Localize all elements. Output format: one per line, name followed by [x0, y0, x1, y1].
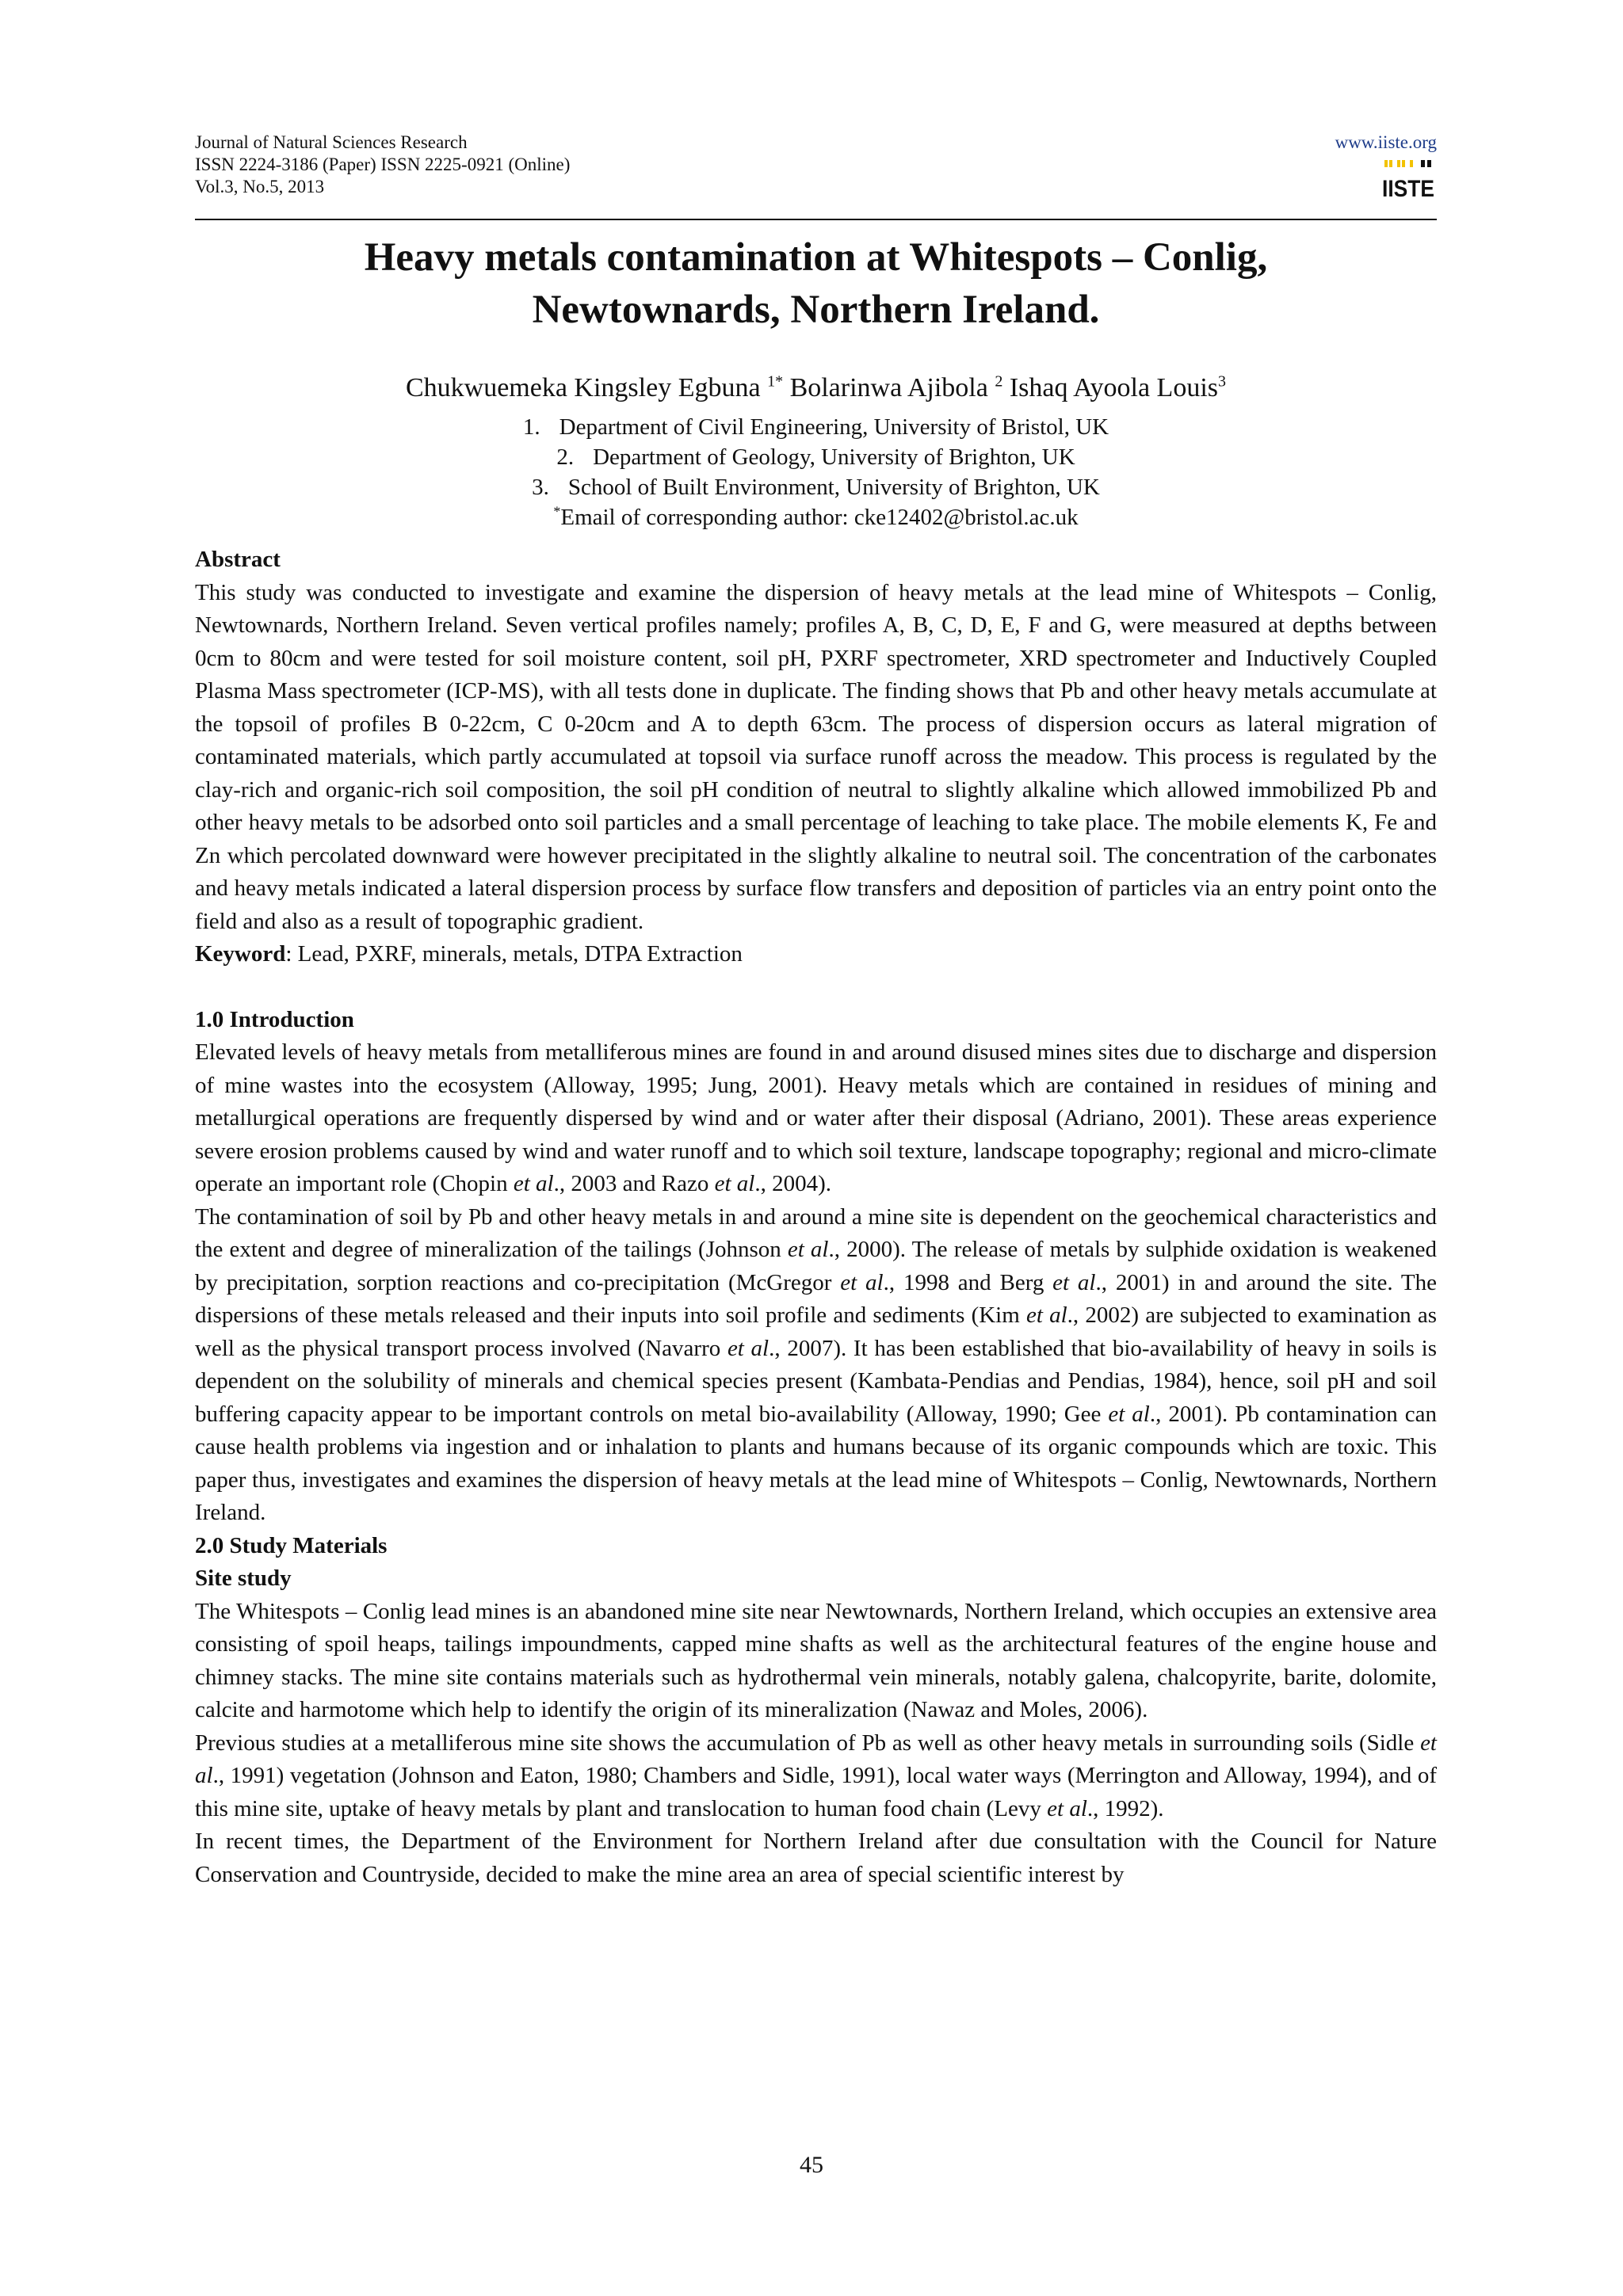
- email-text: Email of corresponding author: cke12402@bristol.ac.uk: [560, 505, 1079, 530]
- paper-title: [195, 231, 1437, 336]
- logo-text: IISTE: [1382, 176, 1434, 202]
- header-rule: [195, 219, 1437, 220]
- paper-body: [195, 543, 1437, 1891]
- materials-paragraph-2: Previous studies at a metalliferous mine site shows the accumulation of Pb as well as other heavy metals in surrounding soils (Sidle et al., 1991) vegetation (Johnson and Eaton, 1980; Chambers and Sidle, 1991), local water ways (Merrington and Alloway, 1994), and of this mine site, uptake of heavy metals by plant and translocation to human food chain (Levy et al., 1992).: [195, 1730, 1437, 1821]
- journal-volume: Vol.3, No.5, 2013: [195, 177, 325, 196]
- site-study-heading: Site study: [195, 1566, 292, 1591]
- author-1: Chukwuemeka Kingsley Egbuna: [405, 373, 768, 402]
- affiliation-text: Department of Geology, University of Brighton, UK: [593, 444, 1075, 470]
- corresponding-email: [195, 502, 1437, 532]
- page-number: 45: [800, 2152, 823, 2178]
- journal-header-right: [1335, 132, 1437, 203]
- affiliation-num: 1.: [522, 414, 540, 440]
- affiliation-text: School of Built Environment, University of Brighton, UK: [567, 475, 1100, 500]
- author-list: [195, 372, 1437, 404]
- intro-paragraph-2: The contamination of soil by Pb and other heavy metals in and around a mine site is dependent on the geochemical characteristics and the extent and degree of mineralization of the tailings (Johnson et al., 2000). The release of metals by sulphide oxidation is weakened by precipitation, sorption reactions and co-precipitation (McGregor et al., 1998 and Berg et al., 2001) in and around the site. The dispersions of these metals released and their inputs into soil profile and sediments (Kim et al., 2002) are subjected to examination as well as the physical transport process involved (Navarro et al., 2007). It has been established that bio-availability of heavy in soils is dependent on the solubility of minerals and chemical species present (Kambata-Pendias and Pendias, 1984), hence, soil pH and soil buffering capacity appear to be important controls on metal bio-availability (Alloway, 1990; Gee et al., 2001). Pb contamination can cause health problems via ingestion and or inhalation to plants and humans because of its organic compounds which are toxic. This paper thus, investigates and examines the dispersion of heavy metals at the lead mine of Whitespots – Conlig, Newtownards, Northern Ireland.: [195, 1203, 1437, 1525]
- keywords: [195, 938, 1437, 971]
- keyword-label: Keyword: [195, 941, 286, 967]
- materials-heading: 2.0 Study Materials: [195, 1532, 388, 1558]
- affiliations: [195, 412, 1437, 532]
- affiliation-num: 3.: [532, 475, 549, 500]
- keyword-list: : Lead, PXRF, minerals, metals, DTPA Extraction: [285, 941, 743, 967]
- author-2-sup: 2: [995, 372, 1003, 391]
- abstract-text: This study was conducted to investigate and examine the dispersion of heavy metals at the lead mine of Whitespots – Conlig, Newtownards, Northern Ireland. Seven vertical profiles namely; profiles A, B, C, D, E, F and G, were measured at depths between 0cm to 80cm and were tested for soil moisture content, soil pH, PXRF spectrometer, XRD spectrometer and Inductively Coupled Plasma Mass spectrometer (ICP-MS), with all tests done in duplicate. The finding shows that Pb and other heavy metals accumulate at the topsoil of profiles B 0-22cm, C 0-20cm and A to depth 63cm. The process of dispersion occurs as lateral migration of contaminated materials, which partly accumulated at topsoil via surface runoff across the meadow. This process is regulated by the clay-rich and organic-rich soil composition, the soil pH condition of neutral to slightly alkaline which allowed immobilized Pb and other heavy metals to be adsorbed onto soil particles and a small percentage of leaching to take place. The mobile elements K, Fe and Zn which percolated downward were however precipitated in the slightly alkaline to neutral soil. The concentration of the carbonates and heavy metals indicated a lateral dispersion process by surface flow transfers and deposition of particles via an entry point onto the field and also as a result of topographic gradient.: [195, 579, 1437, 934]
- materials-paragraph-3: In recent times, the Department of the Environment for Northern Ireland after due consultation with the Council for Nature Conservation and Countryside, decided to make the mine area an area of special scientific interest by: [195, 1829, 1437, 1887]
- title-line-1: Heavy metals contamination at Whitespots – Conlig,: [364, 235, 1268, 280]
- iiste-logo-icon: [1380, 157, 1437, 203]
- author-3-sup: 3: [1218, 372, 1226, 391]
- affiliation-num: 2.: [556, 444, 575, 470]
- materials-paragraph-1: The Whitespots – Conlig lead mines is an abandoned mine site near Newtownards, Northern Ireland, which occupies an extensive area consisting of spoil heaps, tailings impoundments, capped mine shafts as well as the architectural features of the engine house and chimney stacks. The mine site contains materials such as hydrothermal vein minerals, notably galena, chalcopyrite, barite, dolomite, calcite and harmotome which help to identify the origin of its mineralization (Nawaz and Moles, 2006).: [195, 1598, 1437, 1722]
- intro-heading: 1.0 Introduction: [195, 1006, 354, 1032]
- abstract-heading: Abstract: [195, 547, 281, 572]
- author-3: Ishaq Ayoola Louis: [1002, 373, 1218, 402]
- email-marker: *: [553, 503, 561, 520]
- author-1-sup: 1*: [767, 372, 784, 391]
- affiliation-1: [195, 412, 1437, 442]
- journal-issn: ISSN 2224-3186 (Paper) ISSN 2225-0921 (Online): [195, 154, 571, 174]
- journal-url[interactable]: www.iiste.org: [1335, 132, 1437, 152]
- author-2: Bolarinwa Ajibola: [783, 373, 995, 402]
- affiliation-2: [195, 442, 1437, 472]
- section-gap: [195, 971, 1437, 1004]
- journal-name: Journal of Natural Sciences Research: [195, 132, 468, 152]
- title-line-2: Newtownards, Northern Ireland.: [532, 288, 1100, 332]
- affiliation-3: [195, 472, 1437, 502]
- intro-paragraph-1: Elevated levels of heavy metals from metalliferous mines are found in and around disused mines sites due to discharge and dispersion of mine wastes into the ecosystem (Alloway, 1995; Jung, 2001). Heavy metals which are contained in residues of mining and metallurgical operations are frequently dispersed by wind and or water after their disposal (Adriano, 2001). These areas experience severe erosion problems caused by wind and water runoff and to which soil texture, landscape topography; regional and micro-climate operate an important role (Chopin et al., 2003 and Razo et al., 2004).: [195, 1039, 1437, 1196]
- journal-header: [195, 132, 570, 198]
- affiliation-text: Department of Civil Engineering, University of Bristol, UK: [559, 414, 1109, 440]
